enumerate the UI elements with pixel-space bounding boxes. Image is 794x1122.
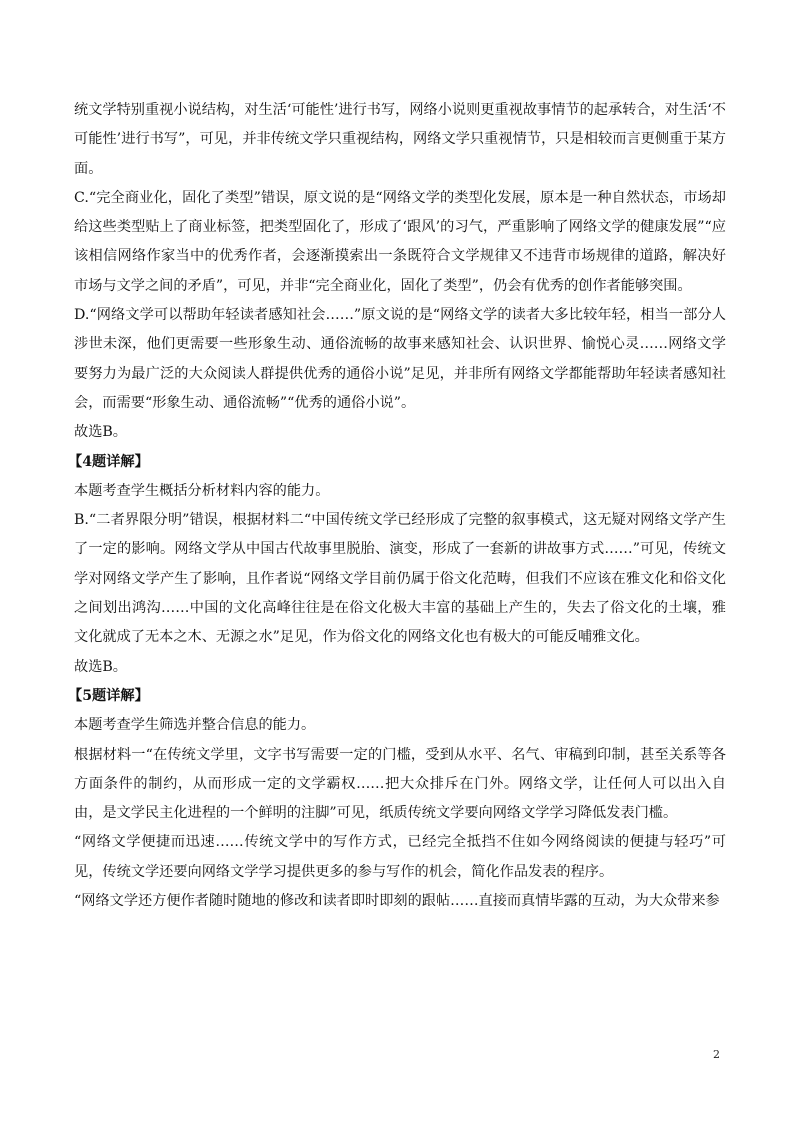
paragraph: 根据材料一“在传统文学里，文字书写需要一定的门槛，受到从水平、名气、审稿到印制，甚至关系等各方面条件的制约，从而形成一定的文学霸权……把大众排斥在门外。网络文学，让任何人可以出入自由，是文学民主化进程的一个鲜明的注脚”可见，纸质传统文学要向网络文学学习降低发表门槛。 <box>74 746 726 822</box>
section-heading: 【5题详解】 <box>68 687 149 704</box>
paragraph: C.“完全商业化，固化了类型”错误，原文说的是“网络文学的类型化发展，原本是一种自然状态，市场却给这些类型贴上了商业标签，把类型固化了，形成了‘跟风’的习气，严重影响了网络文学的健康发展”“应该相信网络作家当中的优秀作者，会逐渐摸索出一条既符合文学规律又不违背市场规律的道路，解决好市场与文学之间的矛盾”，可见，并非“完全商业化，固化了类型”，仍会有优秀的创作者能够突围。 <box>74 189 726 294</box>
paragraph: D.“网络文学可以帮助年轻读者感知社会……”原文说的是“网络文学的读者大多比较年轻，相当一部分人涉世未深，他们更需要一些形象生动、通俗流畅的故事来感知社会、认识世界、愉悦心灵……网络文学要努力为最广泛的大众阅读人群提供优秀的通俗小说”足见，并非所有网络文学都能帮助年轻读者感知社会，而需要“形象生动、通俗流畅”“优秀的通俗小说”。 <box>74 307 726 411</box>
section-heading: 【4题详解】 <box>68 453 149 470</box>
paragraph: B.“二者界限分明”错误，根据材料二“中国传统文学已经形成了完整的叙事模式，这无疑对网络文学产生了一定的影响。网络文学从中国古代故事里脱胎、演变，形成了一套新的讲故事方式……”可见，传统文学对网络文学产生了影响，且作者说“网络文学目前仍属于俗文化范畴，但我们不应该在雅文化和俗文化之间划出鸿沟……中国的文化高峰往往是在俗文化极大丰富的基础上产生的，失去了俗文化的土壤，雅文化就成了无本之木、无源之水”足见，作为俗文化的网络文化也有极大的可能反哺雅文化。 <box>74 512 726 646</box>
paragraph: 故选B。 <box>74 424 127 441</box>
document-body <box>68 96 726 916</box>
paragraph: “网络文学还方便作者随时随地的修改和读者即时即刻的跟帖……直接而真情毕露的互动，为大众带来参 <box>74 893 720 910</box>
paragraph: 本题考查学生概括分析材料内容的能力。 <box>74 482 330 499</box>
page-number: 2 <box>713 1048 720 1061</box>
paragraph: “网络文学便捷而迅速……传统文学中的写作方式，已经完全抵挡不住如今网络阅读的便捷与轻巧”可见，传统文学还要向网络文学学习提供更多的参与写作的机会，简化作品发表的程序。 <box>74 834 726 880</box>
paragraph: 本题考查学生筛选并整合信息的能力。 <box>74 717 316 734</box>
paragraph: 统文学特别重视小说结构，对生活‘可能性’进行书写，网络小说则更重视故事情节的起承转合，对生活‘不可能性’进行书写”，可见，并非传统文学只重视结构，网络文学只重视情节，只是相较而言更侧重于某方面。 <box>74 102 726 177</box>
paragraph: 故选B。 <box>74 658 127 675</box>
